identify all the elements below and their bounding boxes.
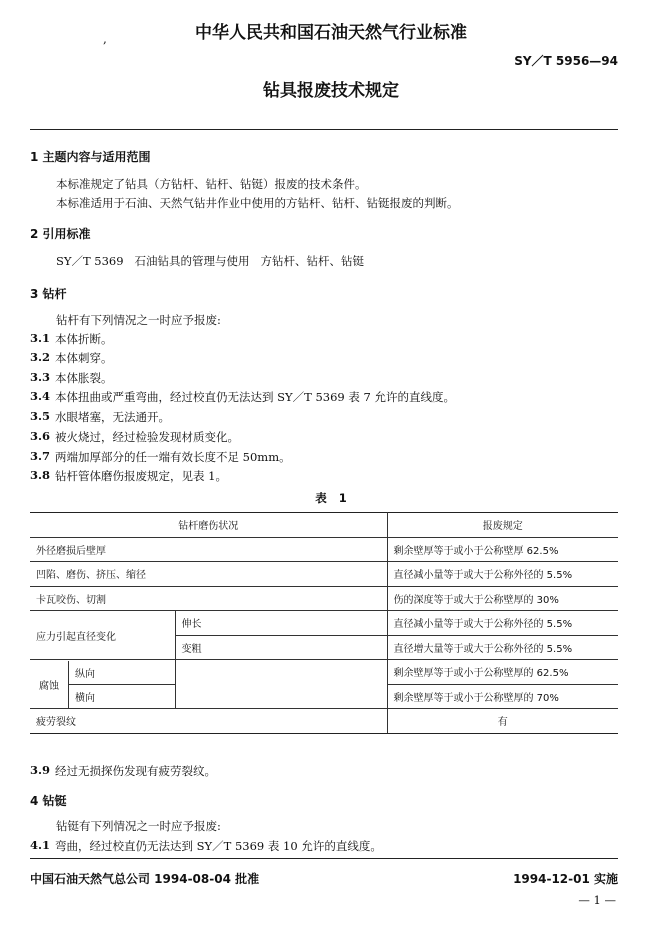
list-item-text: 水眼堵塞，无法通开。 <box>55 410 170 424</box>
list-item-text: 被火烧过，经过检验发现材质变化。 <box>55 430 239 444</box>
list-item-text: 弯曲，经过校直仍无法达到 SY／T 5369 表 10 允许的直线度。 <box>55 839 382 853</box>
table-cell: 外径磨损后壁厚 <box>30 537 387 562</box>
list-item: 3.6 <box>30 429 51 443</box>
list-item-text: 本体扭曲或严重弯曲，经过校直仍无法达到 SY／T 5369 表 7 允许的直线度。 <box>55 390 455 404</box>
section-3-intro: 钻杆有下列情况之一时应予报废: <box>56 313 221 327</box>
section-3-title: 3 钻杆 <box>30 287 67 301</box>
table-cell: 应力引起直径变化 <box>30 611 175 660</box>
section-2-reference: SY／T 5369 石油钻具的管理与使用 方钻杆、钻杆、钻铤 <box>56 254 364 268</box>
section-4-intro: 钻铤有下列情况之一时应予报废: <box>56 819 221 833</box>
list-item-text: 本体折断。 <box>55 332 113 346</box>
table-row <box>30 562 618 587</box>
table-cell: 伤的深度等于或大于公称壁厚的 30% <box>387 586 618 611</box>
table-caption: 表 1 <box>315 491 347 505</box>
list-item: 3.8 <box>30 468 51 482</box>
table-cell: 剩余壁厚等于或小于公称壁厚的 62.5% <box>387 660 618 685</box>
table-cell: 直径增大量等于或大于公称外径的 5.5% <box>387 635 618 660</box>
table-header-rule: 报废规定 <box>387 513 618 538</box>
table-cell <box>175 684 387 709</box>
standard-code: SY／T 5956—94 <box>514 54 618 68</box>
table-row <box>30 709 618 734</box>
table-header-row <box>30 513 618 538</box>
table-cell: 剩余壁厚等于或小于公称壁厚 62.5% <box>387 537 618 562</box>
section-4-title: 4 钻铤 <box>30 794 67 808</box>
section-2-title: 2 引用标准 <box>30 227 91 241</box>
footer-rule <box>30 858 618 859</box>
list-item: 3.7 <box>30 449 51 463</box>
approval-line: 中国石油天然气总公司 1994-08-04 批准 <box>30 872 260 886</box>
table-cell: 卡瓦咬伤、切割 <box>30 586 387 611</box>
table-header-condition: 钻杆磨伤状况 <box>30 513 387 538</box>
table-cell: 伸长 <box>175 611 387 636</box>
table-cell: 直径减小量等于或大于公称外径的 5.5% <box>387 611 618 636</box>
list-item: 3.5 <box>30 409 51 423</box>
list-item-text: 钻杆管体磨伤报废规定，见表 1。 <box>55 469 227 483</box>
header-rule <box>30 129 618 130</box>
table-row <box>30 611 618 636</box>
list-item: 3.2 <box>30 350 51 364</box>
list-item-text: 经过无损探伤发现有疲劳裂纹。 <box>55 764 216 778</box>
table-row <box>30 586 618 611</box>
list-item: 4.1 <box>30 838 51 852</box>
list-item: 3.1 <box>30 331 51 345</box>
list-item-text: 两端加厚部分的任一端有效长度不足 50mm。 <box>55 450 291 464</box>
list-item: 3.3 <box>30 370 51 384</box>
implementation-date: 1994-12-01 实施 <box>513 872 618 886</box>
section-1-para-2: 本标准适用于石油、天然气钻井作业中使用的方钻杆、钻杆、钻铤报废的判断。 <box>56 196 459 210</box>
table-row <box>30 537 618 562</box>
list-item-text: 本体胀裂。 <box>55 371 113 385</box>
corrosion-longitudinal: 纵向 <box>69 661 175 685</box>
scan-mark: , <box>103 32 107 46</box>
section-1-title: 1 主题内容与适用范围 <box>30 150 151 164</box>
table-cell <box>30 660 175 709</box>
table-cell: 凹陷、磨伤、挤压、缩径 <box>30 562 387 587</box>
org-standard-title: 中华人民共和国石油天然气行业标准 <box>195 23 467 43</box>
section-1-para-1: 本标准规定了钻具（方钻杆、钻杆、钻铤）报废的技术条件。 <box>56 177 367 191</box>
list-item: 3.9 <box>30 763 51 777</box>
table-cell: 直径减小量等于或大于公称外径的 5.5% <box>387 562 618 587</box>
table-cell: 疲劳裂纹 <box>30 709 387 734</box>
table-1 <box>30 512 618 734</box>
list-item-text: 本体刺穿。 <box>55 351 113 365</box>
page-number: — 1 — <box>578 893 616 907</box>
list-item: 3.4 <box>30 389 51 403</box>
table-cell: 剩余壁厚等于或小于公称壁厚的 70% <box>387 684 618 709</box>
table-row <box>30 660 618 685</box>
document-title: 钻具报废技术规定 <box>263 81 399 101</box>
corrosion-label: 腐蚀 <box>30 661 69 708</box>
table-cell: 有 <box>387 709 618 734</box>
table-cell: 变粗 <box>175 635 387 660</box>
corrosion-transverse: 横向 <box>75 692 95 704</box>
table-cell <box>175 660 387 685</box>
